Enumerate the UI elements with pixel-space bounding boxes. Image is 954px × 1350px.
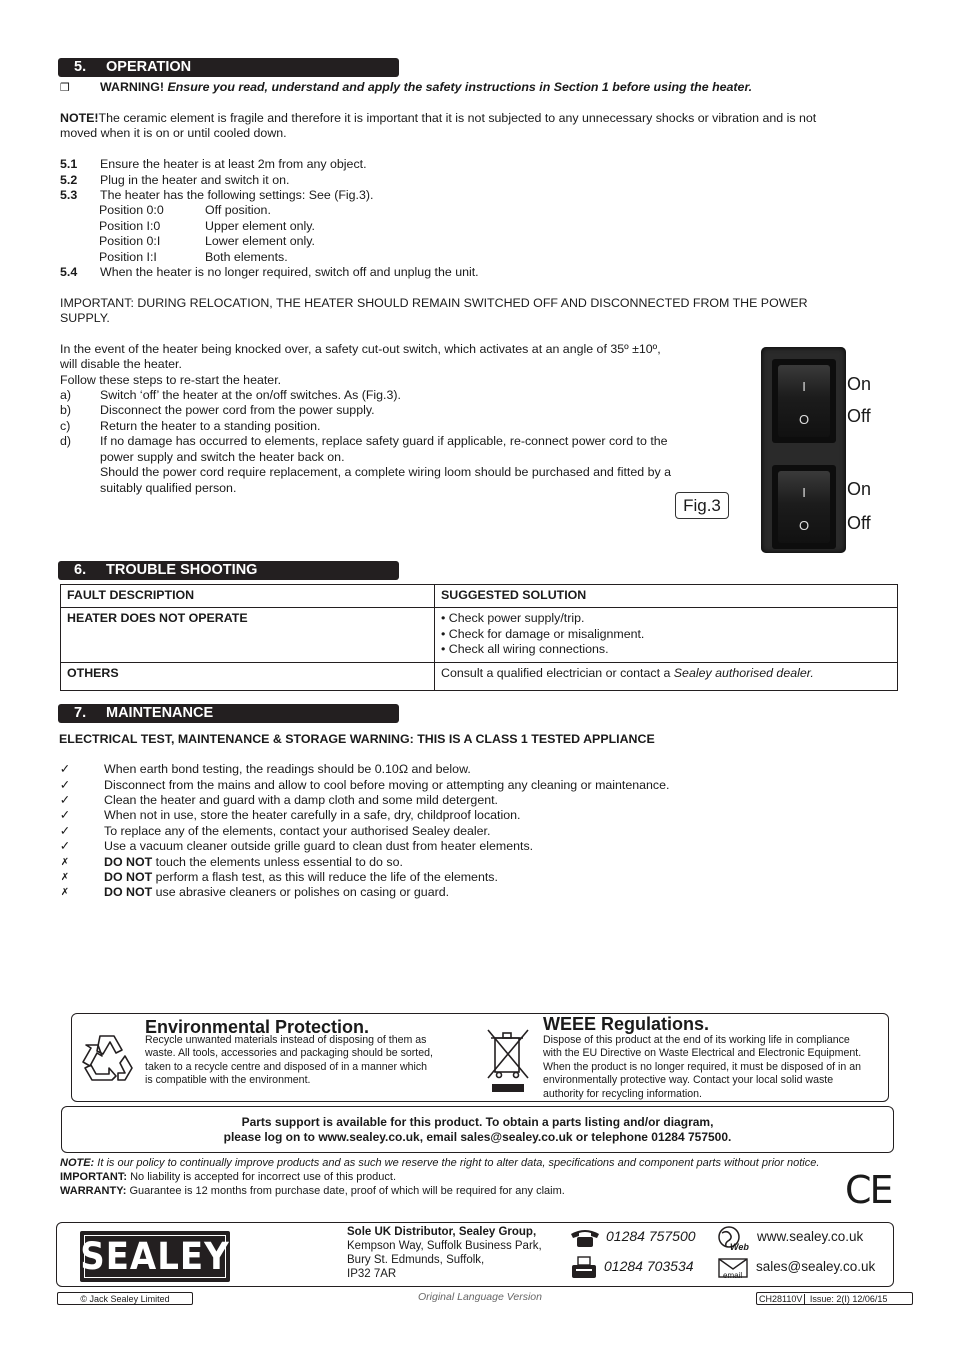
- address-line: Kempson Way, Suffolk Business Park,: [347, 1240, 542, 1252]
- position-row: [99, 203, 271, 218]
- web-label: Web: [730, 1242, 749, 1252]
- telephone-icon: [569, 1228, 601, 1248]
- weee-line: with the EU Directive on Waste Electrical and Electronic Equipment.: [543, 1047, 862, 1060]
- lower-rocker-switch: [778, 471, 830, 543]
- fax-number: 01284 703534: [604, 1258, 694, 1274]
- item-text: Use a vacuum cleaner outside grille guard to clean dust from heater elements.: [104, 839, 534, 853]
- table-row: [61, 608, 898, 662]
- item-text: perform a flash test, as this will reduce the life of the elements.: [152, 870, 498, 884]
- position-name: Position I:0: [99, 219, 161, 233]
- note-label: NOTE!: [60, 111, 99, 125]
- weee-line: environmentally protective way. Contact your local solid waste: [543, 1074, 834, 1087]
- position-row: [99, 219, 315, 234]
- language-version: Original Language Version: [418, 1291, 542, 1303]
- position-name: Position 0:I: [99, 234, 161, 248]
- column-header-solution: SUGGESTED SOLUTION: [435, 585, 898, 608]
- tick-icon: ✓: [59, 762, 71, 776]
- warning-line: [60, 80, 753, 96]
- section-title: MAINTENANCE: [106, 705, 214, 721]
- tick-icon: ✓: [59, 808, 71, 822]
- weee-text: [543, 1034, 861, 1101]
- upper-on-label: On: [847, 374, 872, 394]
- position-row: [99, 250, 288, 265]
- restart-text: Switch ‘off’ the heater at the on/off switches. As (Fig.3).: [100, 388, 401, 402]
- document-code: CH28110V: [757, 1294, 805, 1304]
- step-text: When the heater is no longer required, switch off and unplug the unit.: [100, 265, 479, 279]
- restart-d-line-3: Should the power cord require replacement, a complete wiring loom should be purchased and fitted by a: [100, 465, 671, 480]
- weee-line: Dispose of this product at the end of its working life in compliance: [543, 1034, 850, 1046]
- column-header-fault: FAULT DESCRIPTION: [61, 585, 435, 608]
- step-text: Ensure the heater is at least 2m from any object.: [100, 157, 367, 171]
- section-title: OPERATION: [106, 59, 192, 75]
- section-title: TROUBLE SHOOTING: [106, 562, 258, 578]
- trouble-shooting-table: [60, 584, 898, 691]
- restart-label: d): [60, 434, 72, 448]
- position-name: Position I:I: [99, 250, 157, 264]
- address-line: IP32 7AR: [347, 1268, 397, 1280]
- section-7-header: [58, 704, 399, 723]
- restart-label: b): [60, 403, 72, 417]
- environment-line: Recycle unwanted materials instead of disposing of them as: [145, 1034, 427, 1046]
- do-not-label: DO NOT: [104, 855, 153, 869]
- switch-o-mark: O: [798, 412, 810, 427]
- item-text: Disconnect from the mains and allow to cool before moving or attempting any cleaning or maintenance.: [104, 778, 670, 792]
- tick-icon: ✓: [59, 778, 71, 792]
- environment-line: taken to a recycle centre and disposed of in a manner which: [145, 1060, 428, 1073]
- address-line: Bury St. Edmunds, Suffolk,: [347, 1254, 485, 1266]
- step-label: 5.3: [60, 188, 78, 202]
- knockover-line-3: Follow these steps to re-start the heater.: [60, 372, 282, 387]
- important-text: No liability is accepted for incorrect use of this product.: [127, 1171, 397, 1183]
- environment-line: is compatible with the environment.: [145, 1074, 311, 1087]
- recycle-icon: [78, 1030, 136, 1086]
- important-block: [60, 296, 900, 327]
- solution-text: Consult a qualified electrician or contact a: [441, 665, 674, 680]
- item-text: touch the elements unless essential to do so.: [152, 855, 403, 869]
- weee-line: authority for recycling information.: [543, 1087, 702, 1100]
- warranty-label: WARRANTY:: [60, 1185, 127, 1197]
- warranty-text: Guarantee is 12 months from purchase date, proof of which will be required for any claim.: [126, 1185, 565, 1197]
- restart-label: a): [60, 388, 72, 402]
- solution-cell: [435, 608, 898, 662]
- step-text: The heater has the following settings: See (Fig.3).: [100, 188, 374, 202]
- document-issue: Issue: 2(I) 12/06/15: [809, 1294, 888, 1304]
- solution-line: • Check for damage or misalignment.: [441, 626, 645, 641]
- solution-line: • Check all wiring connections.: [441, 642, 609, 657]
- important-label: IMPORTANT:: [60, 1171, 128, 1183]
- section-number: 5.: [74, 59, 87, 75]
- document-code-box: [756, 1292, 913, 1305]
- switch-panel-image: [761, 347, 846, 553]
- weee-bin-icon: [486, 1028, 532, 1094]
- warning-label: WARNING!: [100, 80, 165, 94]
- restart-continuation: [100, 450, 671, 496]
- step-label: 5.4: [60, 265, 78, 279]
- position-desc: Both elements.: [205, 250, 288, 264]
- fault-cell: HEATER DOES NOT OPERATE: [61, 608, 435, 662]
- phone-number[interactable]: 01284 757500: [606, 1228, 696, 1244]
- position-desc: Upper element only.: [205, 219, 315, 233]
- table-header-row: [61, 585, 898, 608]
- cross-icon: ✗: [60, 887, 70, 898]
- fig-3-label: Fig.3: [675, 492, 729, 519]
- item-text: When not in use, store the heater carefully in a safe, dry, childproof location.: [104, 808, 521, 822]
- restart-label: c): [60, 419, 71, 433]
- section-number: 7.: [74, 705, 87, 721]
- website-link[interactable]: www.sealey.co.uk: [757, 1229, 864, 1244]
- solution-cell: [435, 662, 898, 690]
- step-text: Plug in the heater and switch it on.: [100, 173, 290, 187]
- parts-support-line-2: please log on to www.sealey.co.uk, email sales@sealey.co.uk or telephone 01284 757500.: [223, 1130, 732, 1144]
- environment-line: waste. All tools, accessories and packaging should be sorted,: [145, 1047, 433, 1060]
- item-text: use abrasive cleaners or polishes on casing or guard.: [152, 885, 450, 899]
- note-line-2: moved when it is on or until cooled down.: [60, 126, 287, 141]
- environment-text: [145, 1034, 433, 1088]
- note-text: It is our policy to continually improve products and as such we reserve the right to alter data, specifications and component parts without prior notice.: [94, 1157, 820, 1169]
- maintenance-warning: ELECTRICAL TEST, MAINTENANCE & STORAGE WARNING: THIS IS A CLASS 1 TESTED APPLIANCE: [59, 732, 655, 746]
- position-name: Position 0:0: [99, 203, 164, 217]
- section-6-header: [58, 561, 399, 580]
- lower-off-label: Off: [847, 513, 871, 533]
- sealey-logo: [80, 1231, 230, 1282]
- note-line-1: The ceramic element is fragile and therefore it is important that it is not subjected to any unnecessary shocks or vibration and is not: [98, 111, 817, 125]
- table-row: [61, 662, 898, 690]
- weee-title: WEEE Regulations.: [543, 1014, 710, 1034]
- item-text: To replace any of the elements, contact your authorised Sealey dealer.: [104, 824, 491, 838]
- position-desc: Off position.: [205, 203, 271, 217]
- important-line-2: SUPPLY.: [60, 311, 110, 326]
- upper-switch-housing: [772, 359, 836, 443]
- restart-text: Return the heater to a standing position.: [100, 419, 321, 433]
- fault-cell: OTHERS: [61, 662, 435, 690]
- note-label: NOTE:: [60, 1157, 95, 1169]
- section-number: 6.: [74, 562, 87, 578]
- switch-i-mark: I: [802, 485, 806, 500]
- warning-bullet: ❒: [60, 82, 70, 94]
- section-5-header: [58, 58, 399, 77]
- step-label: 5.2: [60, 173, 78, 187]
- do-not-label: DO NOT: [104, 870, 153, 884]
- email-link[interactable]: sales@sealey.co.uk: [756, 1259, 876, 1274]
- tick-icon: ✓: [59, 793, 71, 807]
- email-label: email: [723, 1271, 743, 1280]
- item-text: When earth bond testing, the readings should be 0.10Ω and below.: [104, 762, 471, 776]
- restart-d-line-2: power supply and switch the heater back on.: [100, 450, 345, 464]
- distributor-name: Sole UK Distributor, Sealey Group,: [347, 1226, 537, 1238]
- lower-switch-housing: [772, 465, 836, 549]
- step-label: 5.1: [60, 157, 78, 171]
- warning-text: Ensure you read, understand and apply the safety instructions in Section 1 before using the heater.: [167, 80, 753, 94]
- parts-support-line-1: Parts support is available for this product. To obtain a parts listing and/or diagram,: [241, 1115, 714, 1129]
- tick-icon: ✓: [59, 824, 71, 838]
- switch-o-mark: O: [798, 518, 810, 533]
- ce-mark-icon: CE: [845, 1168, 892, 1212]
- upper-off-label: Off: [847, 406, 871, 426]
- important-line-1: IMPORTANT: DURING RELOCATION, THE HEATER SHOULD REMAIN SWITCHED OFF AND DISCONNECTED FROM THE POWER: [60, 296, 808, 310]
- distributor-address: [347, 1225, 542, 1281]
- restart-d-line-4: suitably qualified person.: [100, 480, 237, 495]
- cross-icon: ✗: [60, 872, 70, 883]
- tick-icon: ✓: [59, 839, 71, 853]
- policy-notes: [60, 1156, 819, 1198]
- solution-line: • Check power supply/trip.: [441, 611, 585, 626]
- upper-rocker-switch: [778, 365, 830, 437]
- restart-text: If no damage has occurred to elements, replace safety guard if applicable, re-connect power cord to the: [100, 434, 668, 448]
- weee-line: When the product is no longer required, it must be disposed of in an: [543, 1060, 861, 1073]
- do-not-label: DO NOT: [104, 885, 153, 899]
- note-block: [60, 111, 900, 142]
- parts-support-box: [61, 1106, 894, 1153]
- solution-dealer: Sealey authorised dealer.: [673, 665, 814, 680]
- restart-text: Disconnect the power cord from the power supply.: [100, 403, 375, 417]
- knockover-line-1: In the event of the heater being knocked over, a safety cut-out switch, which activates at an angle of 35º ±10º,: [60, 342, 661, 356]
- lower-on-label: On: [847, 479, 872, 499]
- logo-text: SEALEY: [80, 1235, 230, 1279]
- position-desc: Lower element only.: [205, 234, 315, 248]
- environment-title: Environmental Protection.: [145, 1017, 370, 1037]
- knockover-block: [60, 342, 661, 388]
- copyright: © Jack Sealey Limited: [57, 1292, 193, 1305]
- position-row: [99, 234, 315, 249]
- item-text: Clean the heater and guard with a damp cloth and some mild detergent.: [104, 793, 498, 807]
- knockover-line-2: will disable the heater.: [60, 357, 182, 372]
- cross-icon: ✗: [60, 857, 70, 868]
- fax-icon: [570, 1256, 598, 1280]
- switch-i-mark: I: [802, 379, 806, 394]
